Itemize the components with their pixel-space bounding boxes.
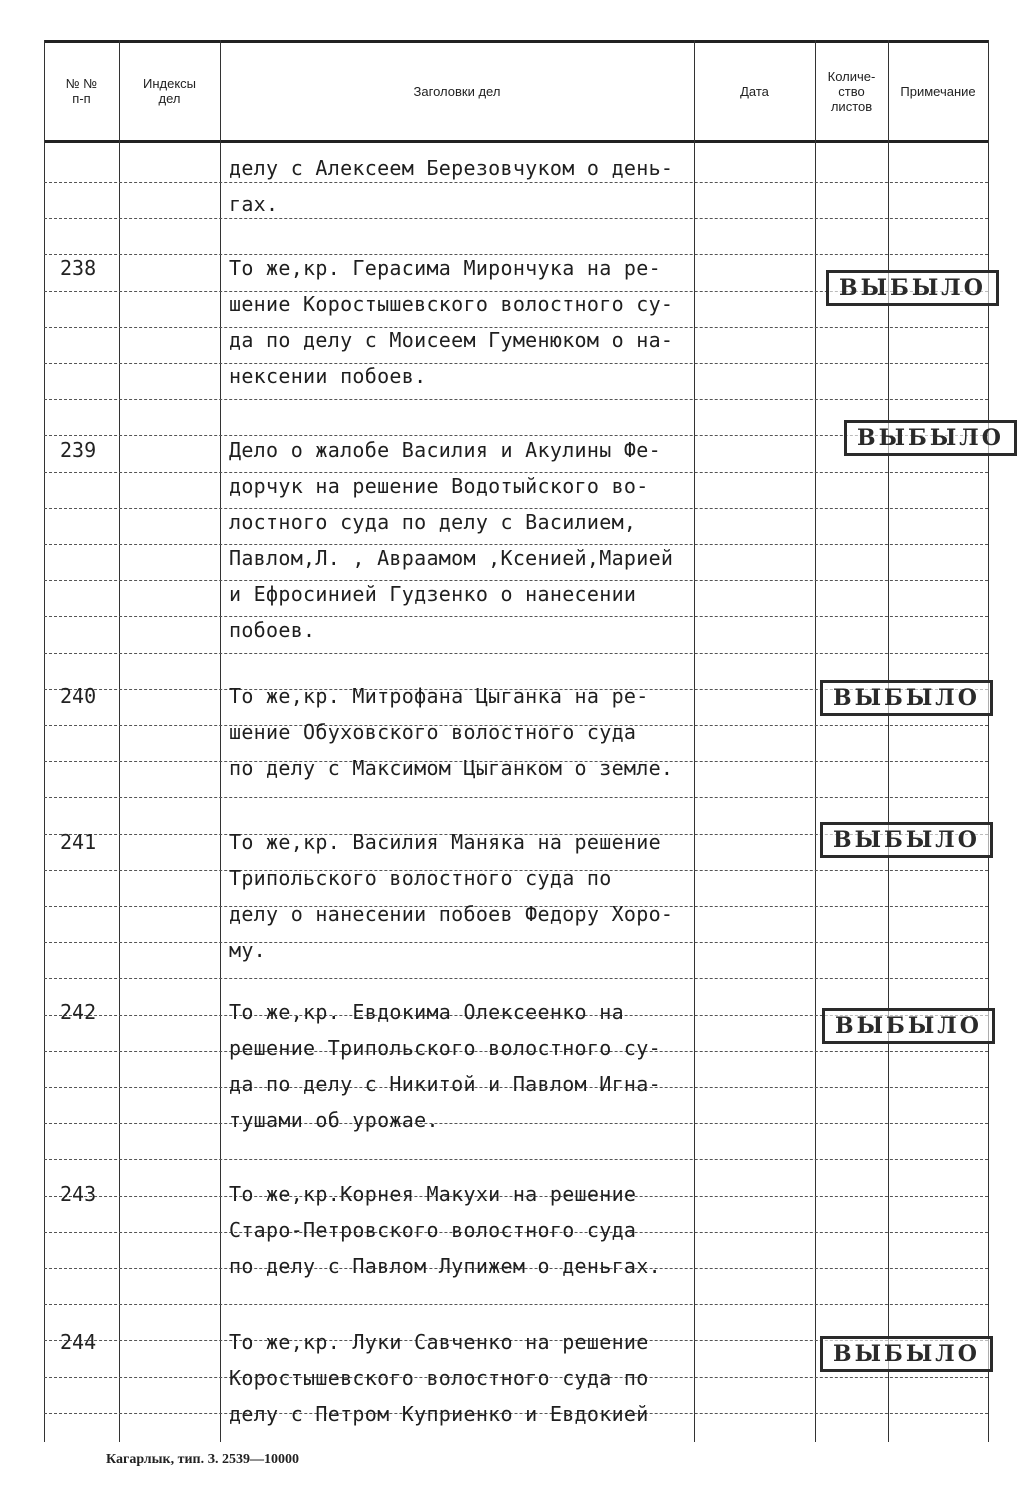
ruling-line bbox=[44, 182, 988, 183]
entry-title-line: Павлом,Л. , Авраамом ,Ксенией,Марией bbox=[229, 546, 674, 570]
entry-title-line: То же,кр. Митрофана Цыганка на ре- bbox=[229, 684, 649, 708]
entry-number: 244 bbox=[60, 1330, 97, 1354]
header-bottom-rule bbox=[44, 140, 988, 143]
retired-stamp: ВЫБЫЛО bbox=[822, 1008, 995, 1044]
ruling-line bbox=[44, 1159, 988, 1160]
header-number: № № п-п bbox=[65, 76, 98, 106]
entry-title-line: делу с Петром Куприенко и Евдокией bbox=[229, 1402, 649, 1426]
entry-title-line: То же,кр. Герасима Мирончука на ре- bbox=[229, 256, 661, 280]
entry-title-line: То же,кр.Корнея Макухи на решение bbox=[229, 1182, 637, 1206]
retired-stamp: ВЫБЫЛО bbox=[820, 1336, 993, 1372]
entry-title-line: нексении побоев. bbox=[229, 364, 427, 388]
retired-stamp: ВЫБЫЛО bbox=[820, 680, 993, 716]
retired-stamp: ВЫБЫЛО bbox=[844, 420, 1017, 456]
ruling-line bbox=[44, 797, 988, 798]
entry-title-line: Трипольского волостного суда по bbox=[229, 866, 612, 890]
printer-imprint: Кагарлык, тип. З. 2539—10000 bbox=[106, 1452, 300, 1467]
entry-number: 240 bbox=[60, 684, 97, 708]
entry-title-line: делу о нанесении побоев Федору Хоро- bbox=[229, 902, 674, 926]
ruling-line bbox=[44, 1123, 988, 1124]
column-divider bbox=[988, 40, 989, 1442]
ruling-line bbox=[44, 363, 988, 364]
retired-stamp: ВЫБЫЛО bbox=[820, 822, 993, 858]
entry-number: 241 bbox=[60, 830, 97, 854]
ruling-line bbox=[44, 254, 988, 255]
ruling-line bbox=[44, 472, 988, 473]
ruling-line bbox=[44, 1304, 988, 1305]
header-date: Дата bbox=[740, 83, 769, 99]
entry-title-line: То же,кр. Луки Савченко на решение bbox=[229, 1330, 649, 1354]
entry-number: 243 bbox=[60, 1182, 97, 1206]
ruling-line bbox=[44, 218, 988, 219]
entry-title-line: решение Трипольского волостного су- bbox=[229, 1036, 661, 1060]
entry-number: 238 bbox=[60, 256, 97, 280]
entry-title-line: Старо-Петровского волостного суда bbox=[229, 1218, 637, 1242]
entry-title-line: и Ефросинией Гудзенко о нанесении bbox=[229, 582, 637, 606]
entry-title-line: делу с Алексеем Березовчуком о день- bbox=[229, 156, 674, 180]
ruling-line bbox=[44, 399, 988, 400]
entry-title-line: по делу с Максимом Цыганком о земле. bbox=[229, 756, 674, 780]
entry-title-line: му. bbox=[229, 938, 267, 962]
entry-number: 239 bbox=[60, 438, 97, 462]
entry-title-line: дорчук на решение Водотыйского во- bbox=[229, 474, 649, 498]
ruling-line bbox=[44, 653, 988, 654]
header-index: Индексы дел bbox=[142, 76, 196, 106]
ruling-line bbox=[44, 508, 988, 509]
entry-title-line: да по делу с Никитой и Павлом Игна- bbox=[229, 1072, 661, 1096]
entry-title-line: тушами об урожае. bbox=[229, 1108, 439, 1132]
ruling-line bbox=[44, 616, 988, 617]
ruling-line bbox=[44, 978, 988, 979]
ruling-line bbox=[44, 580, 988, 581]
retired-stamp: ВЫБЫЛО bbox=[826, 270, 999, 306]
header-title: Заголовки дел bbox=[413, 83, 501, 99]
entry-title-line: Коростышевского волостного суда по bbox=[229, 1366, 649, 1390]
entry-title-line: побоев. bbox=[229, 618, 316, 642]
entry-title-line: да по делу с Моисеем Гуменюком о на- bbox=[229, 328, 674, 352]
entry-number: 242 bbox=[60, 1000, 97, 1024]
ruling-line bbox=[44, 942, 988, 943]
ruling-line bbox=[44, 544, 988, 545]
table-top-rule bbox=[44, 40, 988, 43]
entry-title-line: гах. bbox=[229, 192, 279, 216]
entry-title-line: Дело о жалобе Василия и Акулины Фе- bbox=[229, 438, 661, 462]
entry-title-line: по делу с Павлом Лупижем о деньгах. bbox=[229, 1254, 661, 1278]
entry-title-line: шение Коростышевского волостного су- bbox=[229, 292, 674, 316]
header-sheet-count: Количе- ство листов bbox=[827, 68, 876, 114]
header-note: Примечание bbox=[900, 83, 976, 99]
entry-title-line: лостного суда по делу с Василием, bbox=[229, 510, 637, 534]
entry-title-line: То же,кр. Евдокима Олексеенко на bbox=[229, 1000, 624, 1024]
entry-title-line: шение Обуховского волостного суда bbox=[229, 720, 637, 744]
entry-title-line: То же,кр. Василия Маняка на решение bbox=[229, 830, 661, 854]
